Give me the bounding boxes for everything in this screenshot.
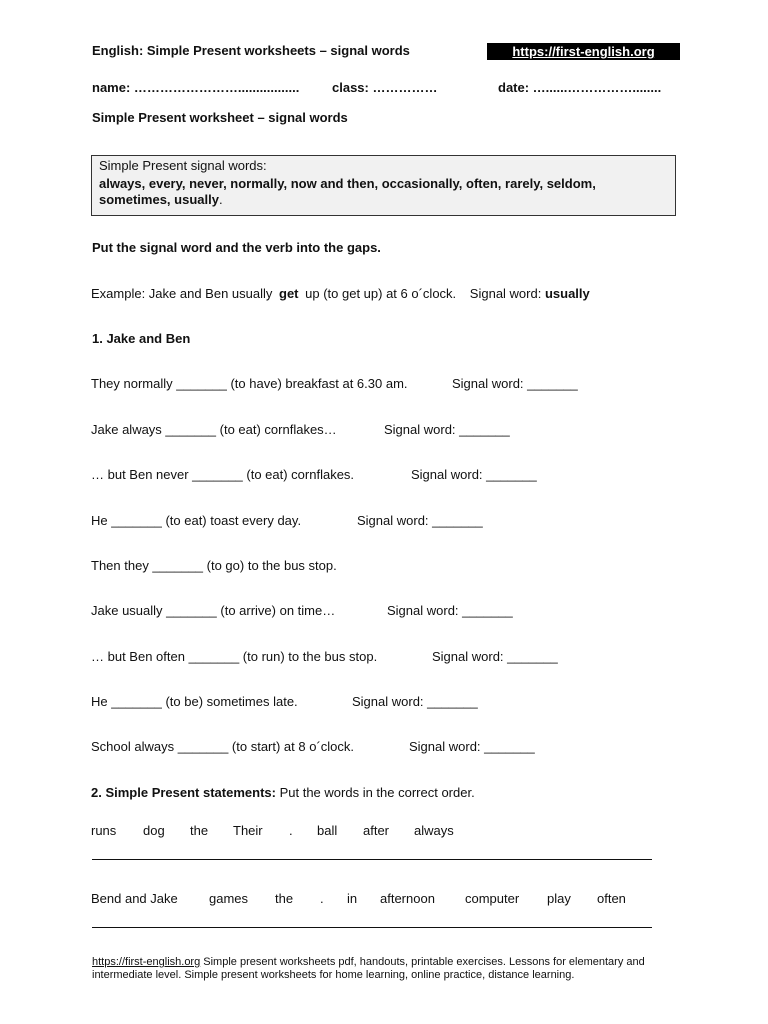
class-field: class: …………… xyxy=(332,80,438,95)
word: often xyxy=(597,891,626,906)
exercise-sentence: … but Ben often _______ (to run) to the bus stop. xyxy=(91,649,378,664)
instruction: Put the signal word and the verb into the gaps. xyxy=(92,240,381,255)
word: ball xyxy=(317,823,338,838)
section2-instruction: Put the words in the correct order. xyxy=(279,785,475,800)
worksheet-title: English: Simple Present worksheets – signal words xyxy=(92,43,410,58)
section1-heading: 1. Jake and Ben xyxy=(92,331,191,346)
exercise-sentence: Jake always _______ (to eat) cornflakes… xyxy=(91,422,337,437)
exercise-signal: Signal word: _______ xyxy=(384,422,510,437)
header-url-link[interactable]: https://first-english.org xyxy=(487,43,680,60)
footer-link[interactable]: https://first-english.org xyxy=(92,956,201,968)
example-line xyxy=(91,286,590,301)
exercise-sentence: Jake usually _______ (to arrive) on time… xyxy=(91,603,336,618)
signal-words-list xyxy=(99,176,668,208)
example-verb: get xyxy=(279,286,299,301)
exercise-signal: Signal word: _______ xyxy=(432,649,558,664)
example-signal-value: usually xyxy=(544,286,590,301)
example-suffix: up (to get up) at 6 o´clock. xyxy=(305,286,457,301)
section2-heading-line xyxy=(91,785,475,800)
worksheet-subtitle: Simple Present worksheet – signal words xyxy=(92,110,348,125)
word: the xyxy=(190,823,209,838)
word: . xyxy=(320,891,324,906)
exercise-signal: Signal word: _______ xyxy=(452,376,578,391)
exercise-signal: Signal word: _______ xyxy=(411,467,537,482)
example-signal-label: Signal word: xyxy=(469,286,542,301)
exercise-signal: Signal word: _______ xyxy=(357,513,483,528)
word: Bend and Jake xyxy=(91,891,178,906)
word: games xyxy=(209,891,249,906)
word: Their xyxy=(233,823,263,838)
word: the xyxy=(275,891,294,906)
footer-text: Simple present worksheets pdf, handouts, printable exercises. Lessons for elementary and intermediate level. Simple present worksheets for home learning, online practice, distance learning. xyxy=(92,956,645,981)
word: play xyxy=(547,891,571,906)
section2-heading: 2. Simple Present statements: xyxy=(91,785,276,800)
example-prefix: Example: Jake and Ben usually xyxy=(91,286,273,301)
answer-line-2 xyxy=(92,927,652,928)
exercise-sentence: Then they _______ (to go) to the bus stop. xyxy=(91,558,337,573)
exercise-sentence: He _______ (to be) sometimes late. xyxy=(91,694,298,709)
word: after xyxy=(363,823,390,838)
word: dog xyxy=(143,823,165,838)
signal-words-period: . xyxy=(218,192,223,207)
exercise-sentence: They normally _______ (to have) breakfast at 6.30 am. xyxy=(91,376,408,391)
exercise-signal: Signal word: _______ xyxy=(387,603,513,618)
exercise-sentence: School always _______ (to start) at 8 o´clock. xyxy=(91,739,355,754)
word: . xyxy=(289,823,293,838)
signal-box-title: Simple Present signal words: xyxy=(99,158,267,173)
page-footer xyxy=(92,956,682,982)
word: afternoon xyxy=(380,891,435,906)
word: computer xyxy=(465,891,520,906)
signal-words-box xyxy=(91,155,676,216)
exercise-signal: Signal word: _______ xyxy=(409,739,535,754)
word: always xyxy=(414,823,454,838)
date-field: date: …......……………........ xyxy=(498,80,662,95)
exercise-sentence: He _______ (to eat) toast every day. xyxy=(91,513,302,528)
exercise-sentence: … but Ben never _______ (to eat) cornflakes. xyxy=(91,467,355,482)
word: runs xyxy=(91,823,117,838)
name-field: name: ……………………................. xyxy=(92,80,300,95)
answer-line-1 xyxy=(92,859,652,860)
word: in xyxy=(347,891,358,906)
signal-words: always, every, never, normally, now and then, occasionally, often, rarely, seldom, sometimes, usually xyxy=(99,176,596,207)
exercise-signal: Signal word: _______ xyxy=(352,694,478,709)
